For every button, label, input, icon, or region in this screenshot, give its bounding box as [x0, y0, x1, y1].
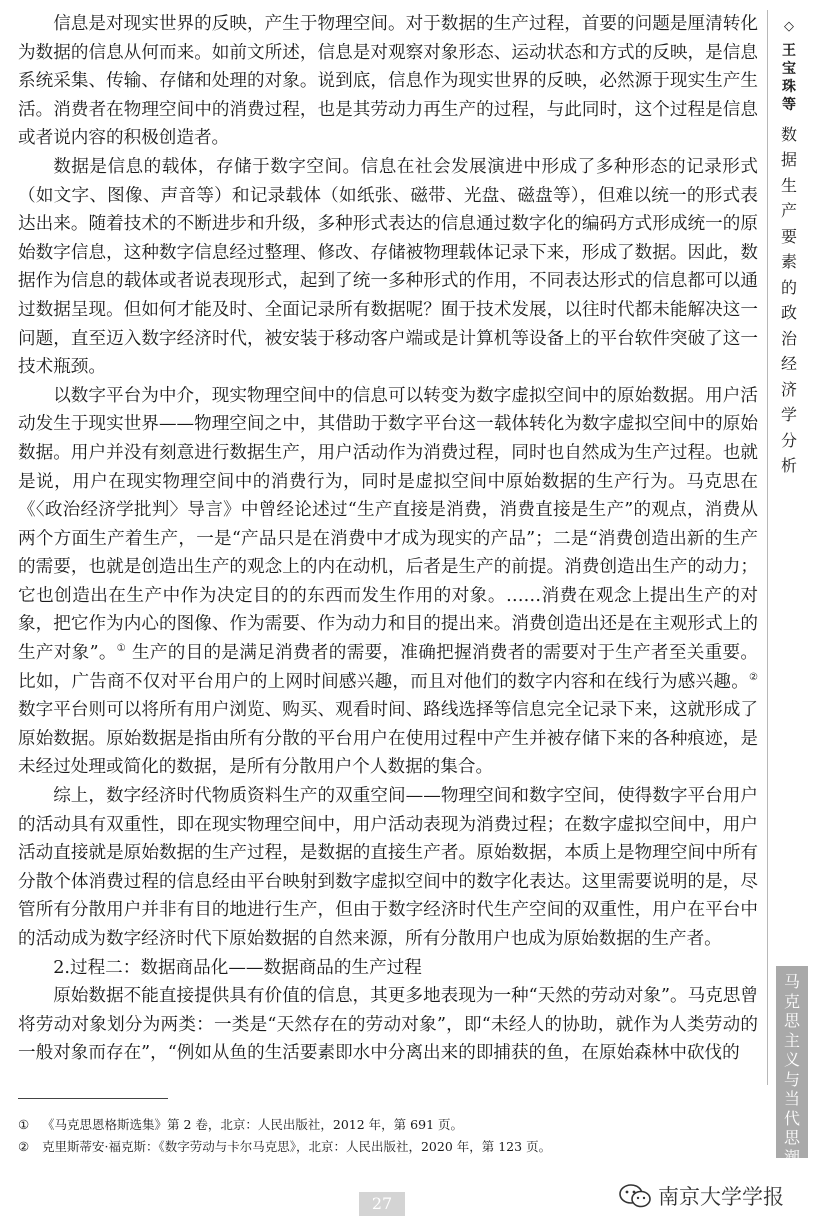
footnote: ② 克里斯蒂安·福克斯：《数字劳动与卡尔马克思》，北京：人民出版社，2020 年，第 123 页。: [18, 1139, 552, 1154]
wechat-icon: [618, 1183, 652, 1209]
running-title-char: 分: [780, 430, 797, 450]
page-number: 27: [359, 1192, 405, 1216]
running-title-char: 要: [780, 226, 797, 246]
journal-name-char: 马: [783, 972, 800, 991]
watermark: [618, 1180, 784, 1212]
running-title-char: 生: [780, 175, 797, 195]
footnote-ref[interactable]: ②: [749, 671, 758, 683]
journal-name-char: 克: [783, 991, 800, 1011]
footnote: ① 《马克思恩格斯选集》第 2 卷，北京：人民出版社，2012 年，第 691 页。: [18, 1117, 463, 1132]
journal-name-char: 思: [783, 1011, 800, 1030]
margin-divider: [767, 10, 768, 1085]
journal-name-char: 代: [783, 1108, 800, 1128]
running-author-char: 珠: [782, 78, 796, 95]
diamond-icon: ◇: [784, 19, 794, 34]
running-author-char: 等: [782, 96, 796, 113]
paragraph: 以数字平台为中介，现实物理空间中的信息可以转变为数字虚拟空间中的原始数据。用户活动发生于现实世界——物理空间之中，其借助于数字平台这一载体转化为数字虚拟空间中的原始数据。用户并没有刻意进行数据生产，用户活动作为消费过程，同时也自然成为生产过程。也就是说，用户在现实物理空间中的消费行为，同时是虚拟空间中原始数据的生产行为。马克思在《〈政治经济学批判〉导言》中曾经论述过“生产直接是消费，消费直接是生产”的观点，消费从两个方面生产着生产，一是“产品只是在消费中才成为现实的产品”；二是“消费创造出新的生产的需要，也就是创造出生产的观念上的内在动机，后者是生产的前提。消费创造出生产的动力；它也创造出在生产中作为决定目的的东西而发生作用的对象。……消费在观念上提出生产的对象，把它作为内心的图像、作为需要、作为动力和目的提出来。消费创造出还是在主观形式上的生产对象”。① 生产的目的是满足消费者的需要，准确把握消费者的需要对于生产者至关重要。比如，广告商不仅对平台用户的上网时间感兴趣，而且对他们的数字内容和在线行为感兴趣。②数字平台则可以将所有用户浏览、购买、观看时间、路线选择等信息完全记录下来，这就形成了原始数据。原始数据是指由所有分散的平台用户在使用过程中产生并被存储下来的各种痕迹，是未经过处理或简化的数据，是所有分散用户个人数据的集合。: [18, 385, 758, 778]
footnote-divider: [18, 1098, 168, 1099]
section-subheading: 2.过程二：数据商品化——数据商品的生产过程: [53, 957, 422, 978]
running-author-char: 宝: [782, 60, 796, 77]
journal-name-char: 潮: [783, 1147, 800, 1167]
paragraph: 原始数据不能直接提供具有价值的信息，其更多地表现为一种“天然的劳动对象”。马克思曾将劳动对象划分为两类：一类是“天然存在的劳动对象”，即“未经人的协助，就作为人类劳动的一般对象而存在”，“例如从鱼的生活要素即水中分离出来的即捕获的鱼，在原始森林中砍伐的: [18, 986, 758, 1064]
running-title-char: 政: [780, 303, 797, 322]
running-title-char: 数: [780, 124, 797, 144]
journal-name-char: 义: [783, 1050, 800, 1069]
running-title-char: 据: [780, 150, 797, 169]
running-author-char: 王: [782, 42, 796, 59]
journal-name-tab: [776, 966, 808, 1167]
footnote-ref[interactable]: ①: [116, 643, 127, 655]
journal-name-char: 当: [783, 1089, 800, 1108]
running-title: [776, 14, 802, 479]
paragraph: 数据是信息的载体，存储于数字空间。信息在社会发展演进中形成了多种形态的记录形式（如文字、图像、声音等）和记录载体（如纸张、磁带、光盘、磁盘等），但难以统一的形式表达出来。随着技术的不断进步和升级，多种形式表达的信息通过数字化的编码方式形成统一的原始数字信息，这种数字信息经过整理、修改、存储被物理载体记录下来，形成了数据。因此，数据作为信息的载体或者说表现形式，起到了统一多种形式的作用，不同表达形式的信息都可以通过数据呈现。但如何才能及时、全面记录所有数据呢？囿于技术发展，以往时代都未能解决这一问题，直至迈入数字经济时代，被安装于移动客户端或是计算机等设备上的平台软件突破了这一技术瓶颈。: [18, 156, 758, 378]
running-title-char: 产: [780, 201, 797, 220]
watermark-text: 南京大学学报: [658, 1185, 784, 1209]
journal-name-char: 与: [783, 1069, 800, 1089]
running-article-title: [776, 122, 802, 479]
running-title-char: 经: [780, 354, 797, 373]
running-title-char: 学: [780, 405, 797, 424]
running-authors: [776, 42, 802, 114]
article-body: [18, 10, 758, 1068]
journal-name-char: 思: [783, 1128, 800, 1147]
paragraph: 综上，数字经济时代物质资料生产的双重空间——物理空间和数字空间，使得数字平台用户的活动具有双重性，即在现实物理空间中，用户活动表现为消费过程；在数字虚拟空间中，用户活动直接就是原始数据的生产过程，是数据的直接生产者。原始数据，本质上是物理空间中所有分散个体消费过程的信息经由平台映射到数字虚拟空间中的数字化表达。这里需要说明的是，尽管所有分散用户并非有目的地进行生产，但由于数字经济时代生产空间的双重性，用户在平台中的活动成为数字经济时代下原始数据的自然来源，所有分散用户也成为原始数据的生产者。: [18, 786, 758, 949]
running-title-char: 素: [780, 252, 797, 271]
journal-name-char: 主: [783, 1030, 800, 1050]
running-title-char: 济: [780, 379, 797, 399]
running-title-char: 治: [780, 328, 797, 348]
paragraph: 信息是对现实世界的反映，产生于物理空间。对于数据的生产过程，首要的问题是厘清转化为数据的信息从何而来。如前文所述，信息是对观察对象形态、运动状态和方式的反映，是信息系统采集、传输、存储和处理的对象。说到底，信息作为现实世界的反映，必然源于现实生产生活。消费者在物理空间中的消费过程，也是其劳动力再生产的过程，与此同时，这个过程是信息或者说内容的积极创造者。: [18, 14, 758, 149]
running-title-char: 的: [780, 277, 797, 297]
running-title-char: 析: [780, 456, 797, 475]
footnotes: [18, 1114, 758, 1158]
